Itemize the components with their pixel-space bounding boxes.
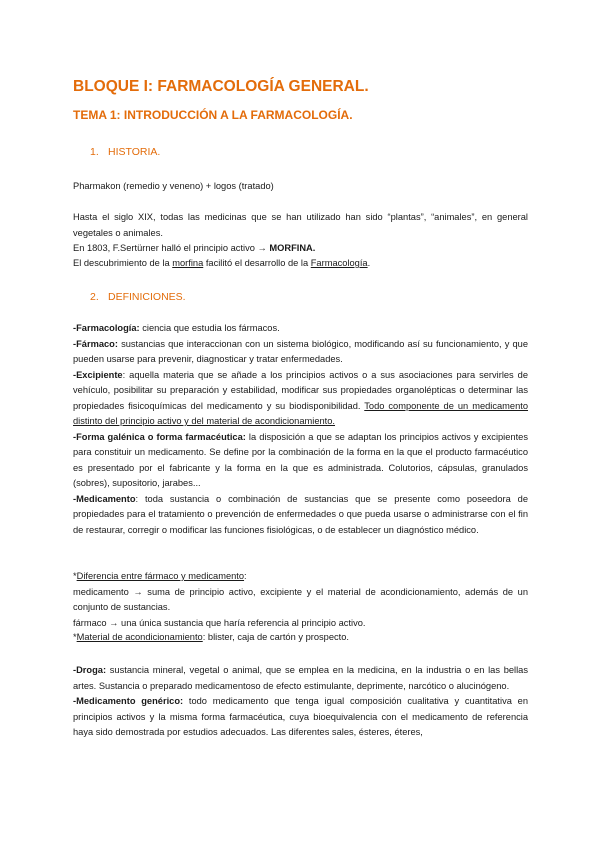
topic-title: TEMA 1: INTRODUCCIÓN A LA FARMACOLOGÍA. [73, 108, 353, 122]
def-generico: todo medicamento que tenga igual composición cualitativa y cuantitativa en principios activos y la misma forma farmacéutica, cuya bioequivalencia con el medicamento de referencia haya sido demostrada por estudios adecuados. Las diferentes sales, ésteres, éteres, [73, 696, 528, 737]
term-farmaco: -Fármaco: [73, 338, 118, 349]
term-medicamento: -Medicamento [73, 493, 136, 504]
morfina-line-text: En 1803, F.Sertürner halló el principio activo → [73, 243, 270, 253]
material-def: : blister, caja de cartón y prospecto. [202, 632, 349, 642]
definition-generico [73, 694, 528, 741]
section-heading-historia [90, 146, 160, 158]
difference-farmaco: fármaco → una única sustancia que haría referencia al principio activo. [73, 617, 366, 628]
def-droga: sustancia mineral, vegetal o animal, que se emplea en la medicina, en la industria o en las bellas artes. Sustancia o preparado medicamentoso de efecto estimulante, deprimente, narcótico o alucinógeno. [73, 665, 528, 691]
definition-forma-galenica [73, 430, 528, 492]
material-title: Material de acondicionamiento [76, 632, 203, 642]
term-droga: -Droga: [73, 665, 107, 675]
material-line [73, 630, 528, 646]
discovery-text-1: El descubrimiento de la [73, 258, 173, 268]
difference-block [73, 569, 528, 631]
morfina-line [73, 241, 528, 257]
section-heading-definiciones [90, 291, 186, 303]
definition-farmacologia [73, 321, 528, 337]
term-forma-galenica: -Forma galénica o forma farmacéutica: [73, 431, 246, 442]
difference-medicamento: medicamento → suma de principio activo, excipiente y el material de acondicionamiento, además de un conjunto de sustancias. [73, 586, 528, 612]
etymology-line: Pharmakon (remedio y veneno) + logos (tratado) [73, 181, 274, 191]
morfina-bold: MORFINA. [269, 243, 316, 253]
section-heading-text: HISTORIA. [108, 146, 161, 158]
def-forma-galenica: la disposición a que se adaptan los principios activos y excipientes para constituir un medicamento. Se define por la combinación de la forma en la que el producto farmacéutico es presentado por el fabricante y la forma en la que es administrada. Colutorios, cápsulas, granulados (sobres), supositorio, jarabes... [73, 431, 528, 488]
def-farmaco: sustancias que interaccionan con un sistema biológico, modificando así su funcionamiento, y que pueden usarse para prevenir, diagnosticar y tratar enfermedades. [73, 338, 528, 364]
section-number: 1. [90, 146, 99, 158]
material-asterisk: * [73, 632, 77, 642]
morfina-underlined: morfina [172, 258, 204, 268]
term-excipiente: -Excipiente [73, 369, 123, 380]
discovery-text-2: facilitó el desarrollo de la [203, 258, 311, 268]
def-excipiente: : aquella materia que se añade a los principios activos o a sus asociaciones para servirles de vehículo, posibilitar su preparación y estabilidad, modificar sus propiedades organolépticas o determinar las propiedades fisicoquímicas del medicamento y su biodisponibilidad. [73, 369, 528, 411]
term-farmacologia: -Farmacología: [73, 323, 140, 333]
def-medicamento: : toda sustancia o combinación de sustancias que se presente como poseedora de propiedades para el tratamiento o prevención de enfermedades o que pueda usarse o administrarse con el fin de restaurar, corregir o modificar las funciones fisiológicas, o de establecer un diagnóstico médico. [73, 493, 528, 535]
difference-colon: : [244, 571, 247, 581]
definitions-block-2 [73, 663, 528, 741]
definition-droga [73, 663, 528, 694]
definition-excipiente [73, 368, 528, 430]
definition-farmaco [73, 337, 528, 368]
section-heading-text: DEFINICIONES. [108, 291, 186, 303]
discovery-text-3: . [367, 258, 371, 268]
definitions-block [73, 321, 528, 538]
difference-title-line [73, 569, 528, 585]
difference-asterisk: * [73, 571, 77, 581]
document-title: BLOQUE I: FARMACOLOGÍA GENERAL. [73, 78, 369, 95]
section-number: 2. [90, 291, 99, 303]
discovery-line [73, 256, 528, 272]
definition-medicamento [73, 492, 528, 539]
def-farmacologia: ciencia que estudia los fármacos. [139, 323, 280, 333]
excipiente-note: Todo componente de un medicamento distinto del principio activo y del material de acondicionamiento. [73, 400, 529, 426]
farmacologia-underlined: Farmacología [310, 258, 368, 268]
difference-title: Diferencia entre fármaco y medicamento [76, 571, 245, 581]
historia-paragraph: Hasta el siglo XIX, todas las medicinas que se han utilizado han sido “plantas”, “animales”, en general vegetales o animales. [73, 212, 528, 238]
term-generico: -Medicamento genérico: [73, 696, 184, 706]
